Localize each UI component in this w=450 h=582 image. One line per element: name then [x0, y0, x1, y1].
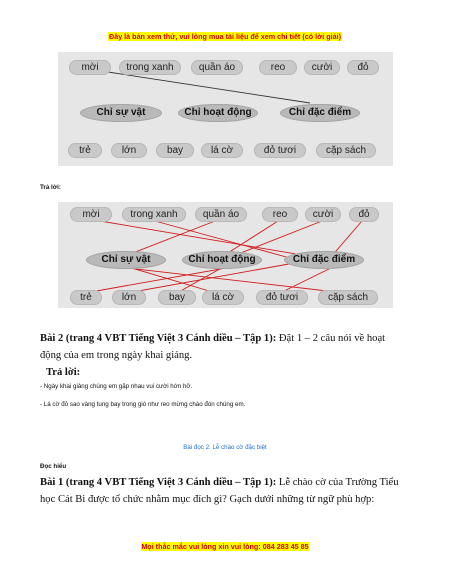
answer-word-bottom: lá cờ [202, 290, 244, 305]
bai1-prompt-line1: Lễ chào cờ của Trường Tiểu [276, 477, 399, 488]
exercise-category: Chỉ hoạt động [178, 104, 258, 122]
exercise-category: Chỉ đặc điểm [280, 104, 360, 122]
exercise-word-bottom: lớn [111, 143, 147, 158]
bai2-answer-label: Trả lời: [46, 367, 81, 378]
header-note: Đây là bản xem thử, vui lòng mua tài liệu để xem chi tiết (có lời giải) [109, 32, 341, 41]
answer-category: Chỉ đặc điểm [284, 251, 364, 269]
answer-word-bottom: cặp sách [318, 290, 378, 305]
exercise-word-top: cười [304, 60, 340, 75]
answer-word-top: reo [262, 207, 298, 222]
bai2-answer-line: - Ngày khai giảng chúng em gặp nhau vui cười hớn hở. [40, 383, 193, 390]
answer-word-bottom: bay [158, 290, 196, 305]
exercise-word-top: trong xanh [119, 60, 181, 75]
reading-title: Bài đọc 2: Lễ chào cờ đặc biệt [183, 444, 267, 451]
answer-word-bottom: trẻ [70, 290, 102, 305]
footer-note: Mọi thắc mắc vui lòng xin vui lòng: 084 283 45 85 [141, 542, 309, 551]
exercise-word-bottom: trẻ [68, 143, 102, 158]
answer-word-top: trong xanh [122, 207, 186, 222]
answer-word-bottom: đỏ tươi [256, 290, 308, 305]
bai1-prompt-line2: học Cát Bi được tổ chức nhằm mục đích gì? Gạch dưới những từ ngữ phù hợp: [40, 494, 375, 505]
answer-word-bottom: lớn [112, 290, 146, 305]
doc-hieu-heading: Đọc hiểu [40, 463, 67, 470]
answer-word-top: mời [70, 207, 112, 222]
bai2-prompt-line1: Đặt 1 – 2 câu nói về hoạt [276, 333, 386, 344]
answer-label: Trả lời: [40, 184, 61, 191]
exercise-word-bottom: cặp sách [316, 143, 376, 158]
exercise-word-bottom: đỏ tươi [254, 143, 306, 158]
answer-category: Chỉ sự vật [86, 251, 166, 269]
exercise-category: Chỉ sự vật [80, 104, 162, 122]
bai2-title: Bài 2 (trang 4 VBT Tiếng Việt 3 Cánh diều – Tập 1): [40, 333, 277, 344]
answer-word-top: đỏ [349, 207, 379, 222]
exercise-word-top: reo [259, 60, 297, 75]
exercise-word-bottom: lá cờ [201, 143, 243, 158]
exercise-word-top: đỏ [347, 60, 379, 75]
bai2-prompt [40, 330, 410, 364]
bai1-prompt [40, 474, 415, 508]
exercise-word-top: quần áo [191, 60, 243, 75]
answer-word-top: cười [305, 207, 341, 222]
exercise-word-top: mời [69, 60, 111, 75]
answer-word-top: quần áo [195, 207, 247, 222]
answer-category: Chỉ hoạt động [182, 251, 262, 269]
exercise-word-bottom: bay [156, 143, 194, 158]
bai2-prompt-line2: động của em trong ngày khai giảng. [40, 350, 193, 361]
bai1-title: Bài 1 (trang 4 VBT Tiếng Việt 3 Cánh diều – Tập 1): [40, 477, 277, 488]
bai2-answer-line: - Lá cờ đỏ sao vàng tung bay trong gió như reo mừng chào đón chúng em. [40, 401, 246, 408]
